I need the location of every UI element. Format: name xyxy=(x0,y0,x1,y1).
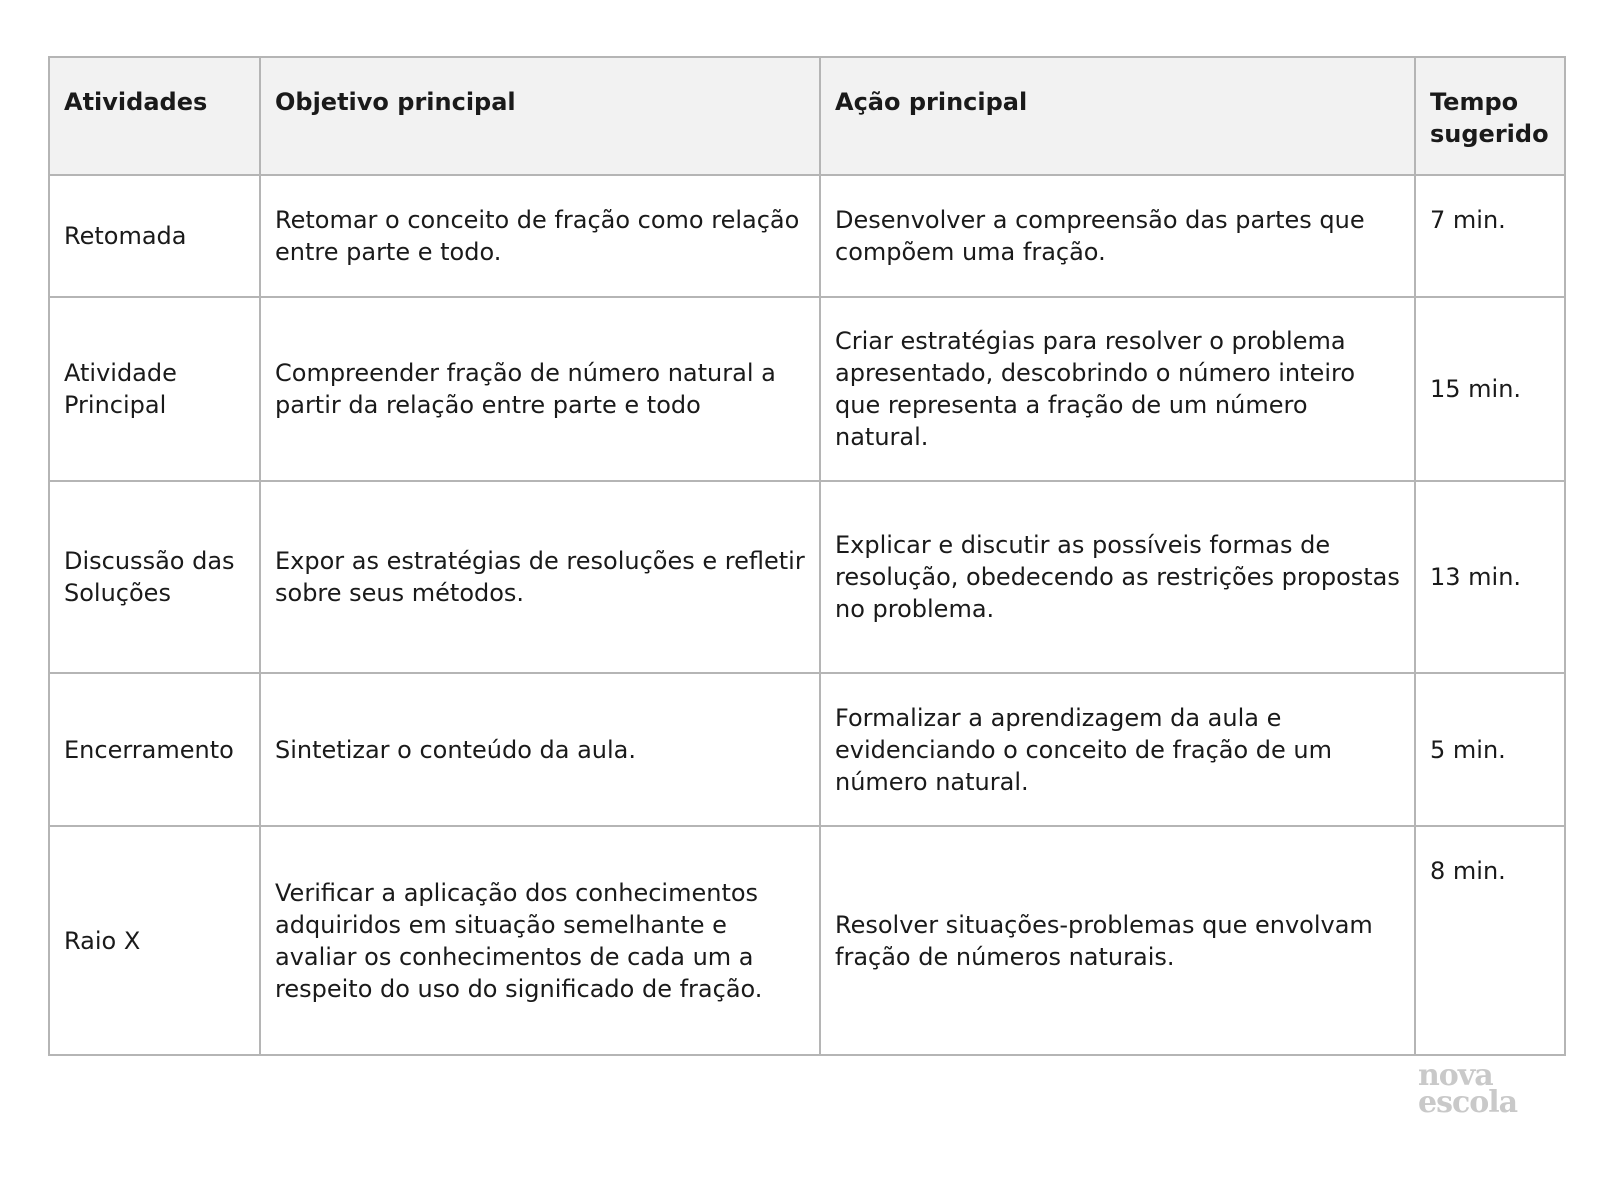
header-acao: Ação principal xyxy=(820,57,1415,175)
logo-line-1: nova xyxy=(1418,1058,1493,1093)
cell-objetivo: Retomar o conceito de fração como relação entre parte e todo. xyxy=(260,175,820,297)
header-tempo: Tempo sugerido xyxy=(1415,57,1565,175)
lesson-plan-table xyxy=(48,56,1566,1056)
cell-atividade: Retomada xyxy=(49,175,260,297)
cell-atividade: Atividade Principal xyxy=(49,297,260,481)
cell-objetivo: Sintetizar o conteúdo da aula. xyxy=(260,673,820,826)
table-row xyxy=(49,175,1565,297)
cell-acao: Desenvolver a compreensão das partes que compõem uma fração. xyxy=(820,175,1415,297)
cell-tempo: 5 min. xyxy=(1415,673,1565,826)
cell-atividade: Discussão das Soluções xyxy=(49,481,260,673)
cell-tempo: 7 min. xyxy=(1415,175,1565,297)
cell-acao: Formalizar a aprendizagem da aula e evidenciando o conceito de fração de um número natural. xyxy=(820,673,1415,826)
table-header-row xyxy=(49,57,1565,175)
header-objetivo: Objetivo principal xyxy=(260,57,820,175)
cell-atividade: Raio X xyxy=(49,826,260,1055)
cell-tempo: 8 min. xyxy=(1415,826,1565,1055)
logo-line-2: escola xyxy=(1418,1085,1518,1120)
cell-objetivo: Expor as estratégias de resoluções e refletir sobre seus métodos. xyxy=(260,481,820,673)
cell-objetivo: Compreender fração de número natural a partir da relação entre parte e todo xyxy=(260,297,820,481)
cell-acao: Criar estratégias para resolver o problema apresentado, descobrindo o número inteiro que representa a fração de um número natural. xyxy=(820,297,1415,481)
cell-atividade: Encerramento xyxy=(49,673,260,826)
cell-acao: Explicar e discutir as possíveis formas de resolução, obedecendo as restrições propostas no problema. xyxy=(820,481,1415,673)
table-row xyxy=(49,826,1565,1055)
header-atividades: Atividades xyxy=(49,57,260,175)
cell-acao: Resolver situações-problemas que envolvam fração de números naturais. xyxy=(820,826,1415,1055)
cell-tempo: 13 min. xyxy=(1415,481,1565,673)
table-row xyxy=(49,297,1565,481)
table-row xyxy=(49,481,1565,673)
nova-escola-logo xyxy=(1418,1058,1518,1120)
cell-tempo: 15 min. xyxy=(1415,297,1565,481)
table-row xyxy=(49,673,1565,826)
cell-objetivo: Verificar a aplicação dos conhecimentos adquiridos em situação semelhante e avaliar os conhecimentos de cada um a respeito do uso do significado de fração. xyxy=(260,826,820,1055)
